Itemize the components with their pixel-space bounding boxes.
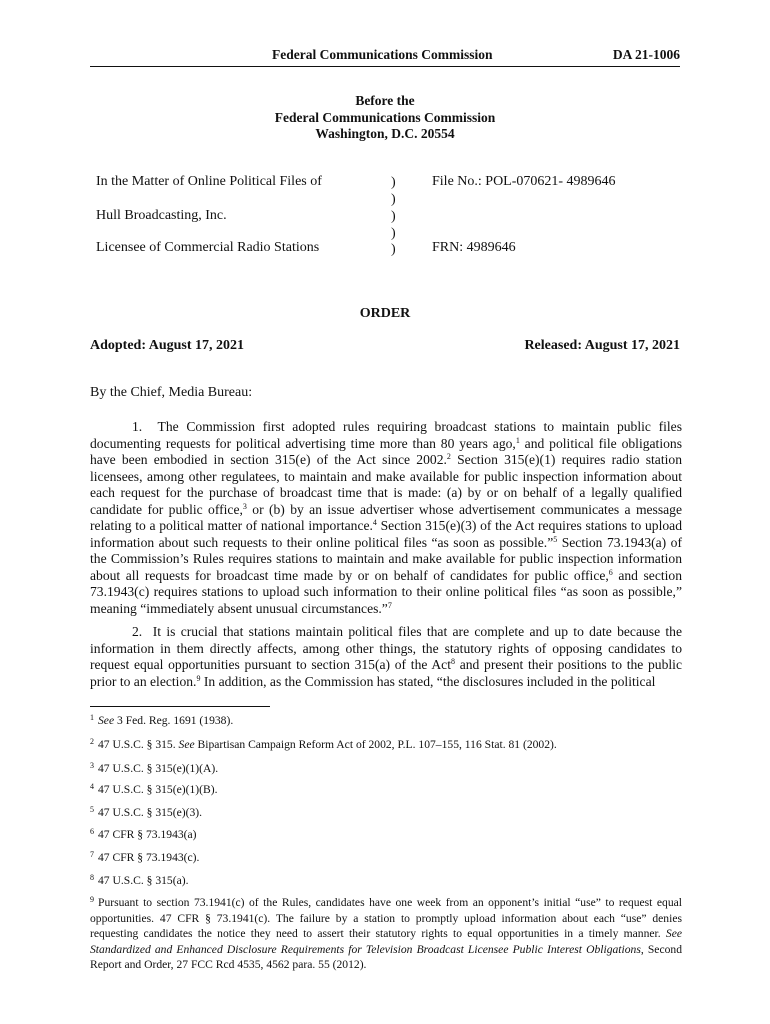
footnote-text: 3 Fed. Reg. 1691 (1938). — [114, 714, 234, 727]
adopted-date: Adopted: August 17, 2021 — [90, 338, 245, 353]
footnote-number: 6 — [90, 827, 94, 836]
footnote-text: 47 U.S.C. § 315(a). — [98, 874, 189, 887]
footnote-ref[interactable]: 2 — [446, 452, 451, 461]
footnote-text: 47 U.S.C. § 315(e)(3). — [98, 806, 203, 819]
caption-line-2: Federal Communications Commission — [274, 109, 496, 125]
paragraph-text: The Commission first adopted rules requiring broadcast stations to maintain public files documenting requests for political advertising time more than 80 years ago, — [90, 419, 682, 451]
footnote-2 — [90, 737, 682, 753]
paragraph-text: In addition, as the Commission has stated, “the disclosures included in the political — [200, 673, 656, 689]
footnote-text: 47 CFR § 73.1943(a) — [98, 828, 197, 841]
footnote-divider — [90, 706, 270, 707]
frn-number: FRN: 4989646 — [432, 240, 516, 255]
footnote-text: 47 U.S.C. § 315(e)(1)(A). — [98, 762, 219, 775]
footnote-text: Bipartisan Campaign Reform Act of 2002, P.L. 107–155, 116 Stat. 81 (2002). — [194, 738, 557, 751]
footnote-text: Pursuant to section 73.1941(c) of the Rules, candidates have one week from an opponent’s initial “use” to request equal opportunities. 47 CFR § 73.1941(c). The failure by a station to promptly upload information about each “use” denies requesting candidates the notice they need to assert their statutory rights to equal opportunities in a timely manner. — [90, 896, 682, 940]
released-date: Released: August 17, 2021 — [524, 338, 680, 353]
footnote-ref[interactable]: 4 — [372, 518, 377, 527]
footnote-5 — [90, 805, 682, 821]
footnote-ref[interactable]: 8 — [450, 657, 455, 666]
caption-block — [0, 93, 770, 143]
paragraph-2 — [90, 624, 682, 690]
byline: By the Chief, Media Bureau: — [90, 385, 253, 400]
matter-line-3: Licensee of Commercial Radio Stations — [96, 240, 320, 255]
footnote-number: 7 — [90, 850, 94, 859]
footnote-6 — [90, 827, 682, 843]
footnote-ref[interactable]: 7 — [387, 600, 392, 610]
file-number: File No.: POL-070621- 4989646 — [432, 174, 616, 189]
paragraph-1 — [90, 419, 682, 617]
caption-paren: ) — [391, 192, 396, 207]
footnote-ref[interactable]: 3 — [242, 501, 247, 511]
caption-paren: ) — [391, 226, 396, 241]
footnote-3 — [90, 761, 682, 777]
paragraph-number: 2. — [132, 624, 143, 639]
matter-line-2: Hull Broadcasting, Inc. — [96, 208, 227, 223]
footnote-number: 4 — [90, 782, 94, 791]
footnote-7 — [90, 850, 682, 866]
footnote-ref[interactable]: 1 — [515, 435, 520, 445]
footnote-italic: See — [98, 714, 115, 727]
footnote-text: 47 U.S.C. § 315. — [98, 738, 179, 751]
footnote-number: 5 — [90, 805, 94, 814]
page-header — [90, 44, 680, 67]
caption-paren: ) — [391, 209, 396, 224]
footnote-number: 2 — [90, 737, 94, 746]
footnote-text: 47 CFR § 73.1943(c). — [98, 851, 200, 864]
caption-paren: ) — [391, 242, 396, 257]
footnote-text: , Second Report and Order, 27 FCC Rcd 4535, 4562 para. 55 (2012). — [90, 942, 682, 971]
paragraph-text: and present their positions to the public prior to an election. — [90, 657, 682, 689]
matter-line-1: In the Matter of Online Political Files of — [96, 174, 322, 189]
footnote-ref[interactable]: 5 — [553, 534, 558, 544]
paragraph-text: and section 73.1943(c) requires stations to upload such information to their online political files “as soon as possible,” meaning “immediately absent unusual circumstances.” — [90, 567, 683, 616]
paragraph-text: Section 73.1943(a) of the Commission’s Rules requires stations to maintain and make available for public inspection information about all requests for broadcast time made by or on behalf of candidates for public office, — [90, 534, 683, 583]
paragraph-text: or (b) by an issue advertiser whose advertisement communicates a message relating to a political matter of national importance. — [90, 501, 682, 533]
paragraph-text: and political file obligations have been embodied in section 315(e) of the Act since 2002. — [90, 435, 682, 467]
footnote-number: 8 — [90, 873, 94, 882]
footnote-4 — [90, 782, 682, 798]
footnote-number: 9 — [90, 895, 94, 904]
header-doc-number: DA 21-1006 — [612, 47, 680, 62]
paragraph-text: It is crucial that stations maintain political files that are complete and up to date because the information in them directly affects, among other things, the statutory rights of opposing candidates to request equal opportunities pursuant to section 315(a) of the Act — [90, 624, 682, 672]
paragraph-text: Section 315(e)(3) of the Act requires stations to upload information about such requests to their online political files “as soon as possible.” — [90, 518, 682, 550]
footnote-italic: See Standardized and Enhanced Disclosure Requirements for Television Broadcast Licensee Public Interest Obligations — [90, 927, 682, 956]
order-title: ORDER — [359, 306, 411, 321]
caption-line-1: Before the — [355, 93, 415, 108]
footnote-number: 1 — [90, 713, 94, 722]
footnote-ref[interactable]: 6 — [608, 567, 613, 577]
footnote-9 — [90, 895, 682, 973]
footnote-8 — [90, 873, 682, 889]
caption-paren: ) — [391, 175, 396, 190]
caption-line-3: Washington, D.C. 20554 — [315, 126, 455, 141]
footnote-ref[interactable]: 9 — [196, 673, 201, 683]
footnote-number: 3 — [90, 761, 94, 770]
paragraph-number: 1. — [132, 419, 143, 434]
footnote-italic: See — [178, 738, 195, 751]
header-agency: Federal Communications Commission — [272, 47, 493, 62]
footnote-1 — [90, 713, 682, 729]
footnote-text: 47 U.S.C. § 315(e)(1)(B). — [98, 783, 218, 796]
paragraph-text: Section 315(e)(1) requires radio station licensees, among other regulatees, to maintain and make available for public inspection information about each request for the purchase of broadcast time that is made: (a) by or on behalf of a legally qualified candidate for public office, — [90, 452, 682, 517]
